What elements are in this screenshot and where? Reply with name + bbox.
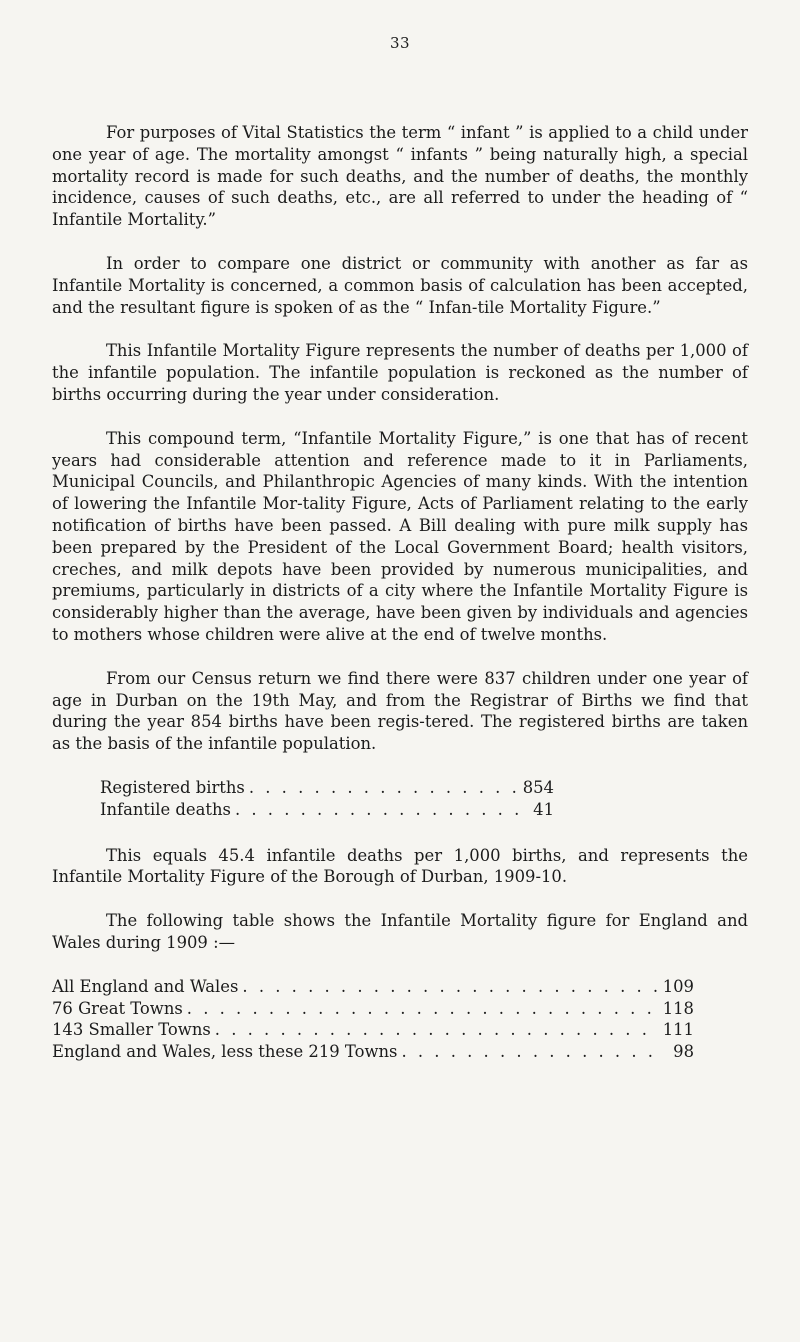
row-label: England and Wales, less these 219 Towns — [52, 1042, 398, 1062]
table-row — [52, 976, 694, 998]
table-row — [52, 1019, 694, 1041]
paragraph-durban-figure: This equals 45.4 infantile deaths per 1,000 births, and represents the Infantile Mortality Figure of the Borough of Durban, 1909-10. — [52, 845, 748, 887]
row-value: 98 — [673, 1042, 694, 1062]
dot-leader — [401, 1041, 658, 1063]
row-value: 109 — [662, 976, 694, 996]
row-value: 41 — [533, 799, 554, 819]
row-value: 118 — [662, 998, 694, 1018]
table-row — [100, 799, 554, 821]
row-value: 854 — [522, 777, 554, 797]
table-row — [100, 777, 554, 799]
paragraph-england-intro: The following table shows the Infantile Mortality figure for England and Wales during 1909 :— — [52, 911, 748, 952]
england-wales-mortality-table — [52, 976, 694, 1063]
dot-leader — [249, 777, 518, 799]
paragraph-compound-term: This compound term, “Infantile Mortality Figure,” is one that has of recent years had considerable attention and reference made to it in Parliaments, Municipal Councils, and Philanthropic Agencies of many kinds. With the intention of lowering the Infantile Mor-tality Figure, Acts of Parliament relating to the early notification of births have been passed. A Bill dealing with pure milk supply has been prepared by the President of the Local Government Board; health visitors, creches, and milk depots have been provided by numerous municipalities, and premiums, particularly in districts of a city where the Infantile Mortality Figure is considerably higher than the average, have been given by individuals and agencies to mothers whose children were alive at the end of twelve months. — [52, 428, 748, 644]
row-label: 143 Smaller Towns — [52, 1020, 211, 1040]
row-value: 111 — [662, 1020, 694, 1040]
paragraph-common-basis: In order to compare one district or community with another as far as Infantile Mortality is concerned, a common basis of calculation has been accepted, and the resultant figure is spoken of as the “ Infan-tile Mortality Figure.” — [52, 253, 748, 317]
table-row — [52, 1041, 694, 1063]
dot-leader — [235, 799, 518, 821]
page-number: 33 — [389, 34, 411, 52]
durban-births-deaths-table — [100, 777, 554, 821]
row-label: All England and Wales — [52, 976, 239, 996]
paragraph-census-return: From our Census return we find there were 837 children under one year of age in Durban on the 19th May, and from the Registrar of Births we find that during the year 854 births have been regis-tered. The registered births are taken as the basis of the infantile population. — [52, 668, 748, 754]
dot-leader — [242, 976, 658, 998]
row-label: Infantile deaths — [100, 799, 231, 819]
document-body — [52, 122, 748, 1087]
paragraph-figure-definition: This Infantile Mortality Figure represents the number of deaths per 1,000 of the infantile population. The infantile population is reckoned as the number of births occurring during the year under consideration. — [52, 341, 748, 404]
dot-leader — [187, 998, 658, 1020]
table-row — [52, 998, 694, 1020]
row-label: Registered births — [100, 777, 245, 797]
row-label: 76 Great Towns — [52, 998, 183, 1018]
dot-leader — [215, 1019, 658, 1041]
paragraph-infant-definition: For purposes of Vital Statistics the term “ infant ” is applied to a child under one year of age. The mortality amongst “ infants ” being naturally high, a special mortality record is made for such deaths, and the number of deaths, the monthly incidence, causes of such deaths, etc., are all referred to under the heading of “ Infantile Mortality.” — [52, 123, 748, 230]
